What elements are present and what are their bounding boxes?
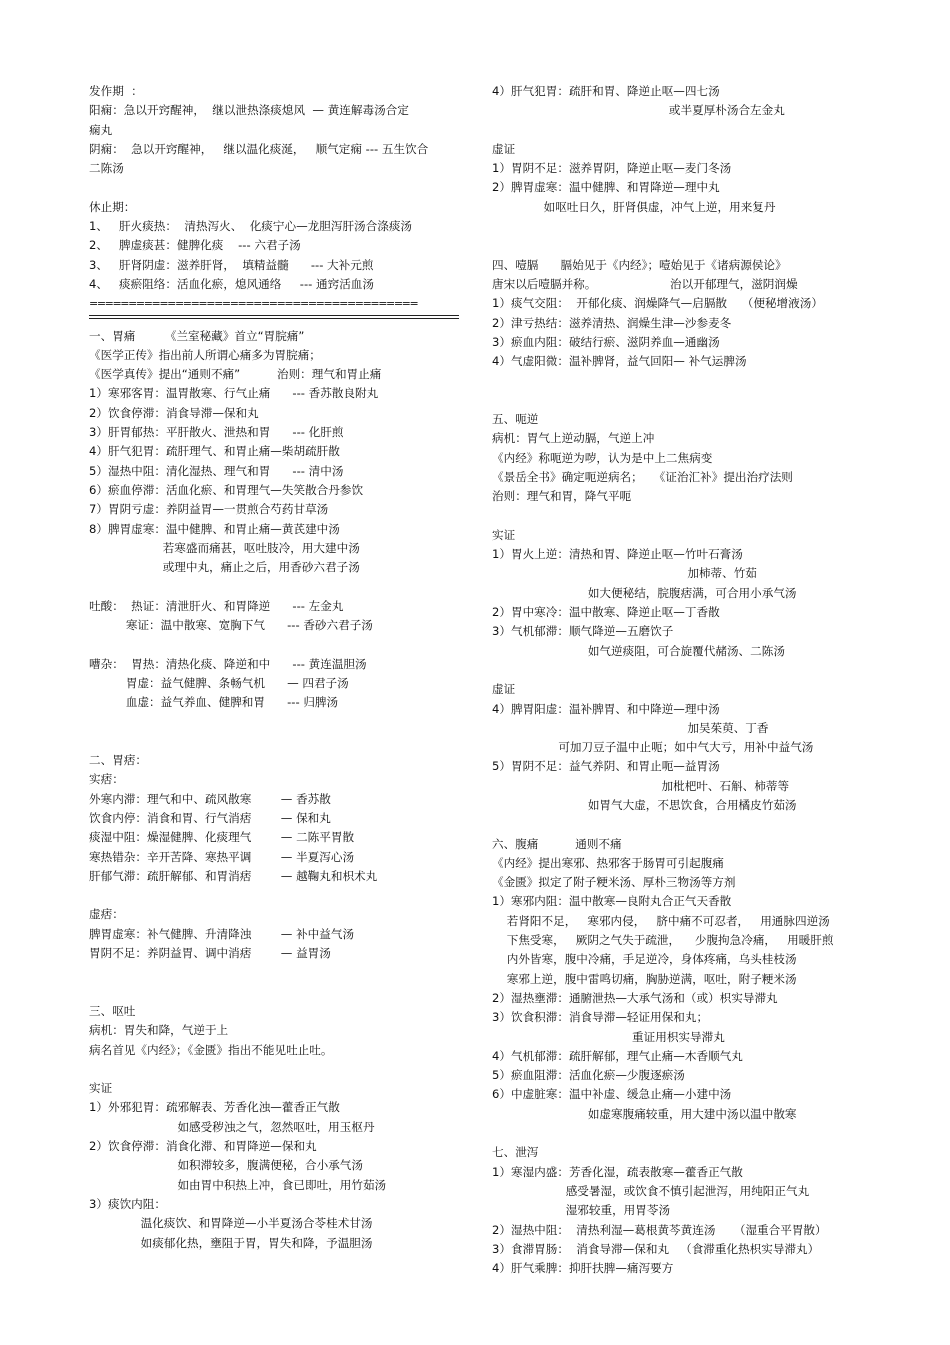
blank-line [492,371,872,390]
text-line: 1）胃火上逆：清热和胃、降逆止呕—竹叶石膏汤 [492,547,743,562]
text-line: 如积滞较多，腹满便秘，合小承气汤 [89,1158,363,1173]
text-line: 4）脾胃阳虚：温补脾胃、和中降逆—理中汤 [492,701,720,716]
double-rule-divider [89,314,461,321]
text-line: 3）瘀血内阻：破结行瘀、滋阴养血—通幽汤 [492,334,720,349]
text-line: 或理中丸，痛止之后，用香砂六君子汤 [89,560,360,575]
text-line: 肝郁气滞：疏肝解郁、和胃消痞 — 越鞠丸和枳术丸 [89,868,378,883]
blank-line [492,391,872,410]
text-line: 4）肝气犯胃：疏肝理气、和胃止痛—柴胡疏肝散 [89,444,340,459]
text-line: 二陈汤 [89,161,124,176]
text-line: 重证用枳实导滞丸 [492,1029,725,1044]
text-line: 3）痰饮内阻： [89,1196,166,1211]
text-line: 嘈杂： 胃热：清热化痰、降逆和中 --- 黄连温胆汤 [89,656,367,671]
left-column [89,82,461,1253]
blank-line [89,178,461,197]
text-line: 《内经》称呃逆为哕，认为是中上二焦病变 [492,450,713,465]
text-line: 湿邪较重，用胃苓汤 [492,1203,671,1218]
blank-line [492,507,872,526]
right-column [492,82,872,1278]
text-line: 寒证：温中散寒、宽胸下气 --- 香砂六君子汤 [89,618,373,633]
text-line: 休止期： [89,199,136,214]
text-line: 寒热错杂：辛开苦降、寒热平调 — 半夏泻心汤 [89,849,355,864]
blank-line [89,732,461,751]
text-line: 2）饮食停滞：消食化滞、和胃降逆—保和丸 [89,1139,317,1154]
text-line: 《内经》提出寒邪、热邪客于肠胃可引起腹痛 [492,855,724,870]
text-line: 病名首见《内经》；《金匮》指出不能见吐止吐。 [89,1042,333,1057]
text-line: 一、胃痛 《兰室秘藏》首立“胃脘痛” [89,328,305,343]
equals-sign-divider: ========================================== [89,297,418,311]
text-line: 4）气机郁滞：疏肝解郁，理气止痛—木香顺气丸 [492,1048,743,1063]
text-line: 吐酸： 热证：清泄肝火、和胃降逆 --- 左金丸 [89,598,344,613]
text-line: 3、 肝肾阴虚：滋养肝肾， 填精益髓 --- 大补元煎 [89,257,374,272]
text-line: 内外皆寒，腹中冷痛，手足逆冷，身体疼痛，乌头桂枝汤 [492,952,797,967]
text-line: 实证 [492,527,516,542]
text-line: 阴痫： 急以开窍醒神， 继以温化痰涎， 顺气定痫 --- 五生饮合 [89,141,429,156]
blank-line [492,121,872,140]
text-line: 7）胃阴亏虚：养阴益胃—一贯煎合芍药甘草汤 [89,502,329,517]
text-line: 如痰郁化热，壅阻于胃，胃失和降，予温胆汤 [89,1235,373,1250]
text-line: 寒邪上逆，腹中雷鸣切痛，胸胁逆满，呕吐，附子粳米汤 [492,971,797,986]
text-line: 3）食滞胃肠： 消食导滞—保和丸 （食滞重化热枳实导滞丸） [492,1241,820,1256]
text-line: 2）津亏热结：滋养清热、润燥生津—沙参麦冬 [492,315,732,330]
text-line: 胃阴不足：养阴益胃、调中消痞 — 益胃汤 [89,946,331,961]
text-line: 七、泄泻 [492,1145,539,1160]
text-line: 唐宋以后噎膈并称。 治以开郁理气，滋阴润燥 [492,276,798,291]
text-line: 病机：胃气上逆动膈，气逆上冲 [492,431,655,446]
text-line: 1）寒邪客胃：温胃散寒、行气止痛 --- 香苏散良附丸 [89,386,379,401]
blank-line [89,1060,461,1079]
text-line: 四、噎膈 膈始见于《内经》；噎始见于《诸病源侯论》 [492,257,787,272]
text-line: 如虚寒腹痛较重，用大建中汤以温中散寒 [492,1106,797,1121]
text-line: 阳痫：急以开窍醒神， 继以泄热涤痰熄风 — 黄连解毒汤合定 [89,103,409,118]
text-line: 温化痰饮、和胃降逆—小半夏汤合苓桂术甘汤 [89,1216,373,1231]
blank-line [492,1124,872,1143]
text-line: 1）胃阴不足：滋养胃阴，降逆止呕—麦门冬汤 [492,161,732,176]
text-line: 加吴茱萸、丁香 [492,720,769,735]
text-line: 如大便秘结，脘腹痞满，可合用小承气汤 [492,585,797,600]
text-line: 1）痰气交阻： 开郁化痰、润燥降气—启膈散 （便秘增液汤） [492,296,823,311]
text-line: 6）瘀血停滞：活血化瘀、和胃理气—失笑散合丹参饮 [89,482,364,497]
text-line: 血虚：益气养血、健脾和胃 --- 归脾汤 [89,695,339,710]
text-line: 4）气虚阳微：温补脾肾，益气回阳— 补气运脾汤 [492,354,747,369]
text-line: 若寒盛而痛甚，呕吐肢冷，用大建中汤 [89,540,360,555]
text-line: 胃虚：益气健脾、条畅气机 — 四君子汤 [89,675,349,690]
text-line: 六、腹痛 通则不痛 [492,836,622,851]
text-line: 2）脾胃虚寒：温中健脾、和胃降逆—理中丸 [492,180,720,195]
text-line: 8）脾胃虚寒：温中健脾、和胃止痛—黄芪建中汤 [89,521,340,536]
text-line: 加枇杷叶、石斛、柿蒂等 [492,778,790,793]
text-line: 实痞： [89,772,124,787]
text-line: 4、 痰瘀阻络：活血化瘀，熄风通络 --- 通窍活血汤 [89,276,374,291]
text-line: 如呕吐日久，肝肾俱虚，冲气上逆，用来复丹 [492,199,776,214]
text-line: 虚痞： [89,907,124,922]
text-line: 虚证 [492,141,516,156]
text-line: 5）瘀血阻滞：活血化瘀—少腹逐瘀汤 [492,1068,685,1083]
blank-line [492,217,872,236]
text-line: 2、 脾虚痰甚：健脾化痰 --- 六君子汤 [89,238,301,253]
blank-line [89,983,461,1002]
text-line: 3）肝胃郁热：平肝散火、泄热和胃 --- 化肝煎 [89,425,344,440]
text-line: 外寒内滞：理气和中、疏风散寒 — 香苏散 [89,791,331,806]
text-line: 2）饮食停滞：消食导滞—保和丸 [89,405,259,420]
text-line: 2）湿热壅滞：通腑泄热—大承气汤和（或）枳实导滞丸 [492,990,778,1005]
text-line: 或半夏厚朴汤合左金丸 [492,103,785,118]
blank-line [89,963,461,982]
text-line: 3）饮食积滞：消食导滞—轻证用保和丸； [492,1010,709,1025]
blank-line [492,661,872,680]
blank-line [492,815,872,834]
text-line: 4）肝气乘脾：抑肝扶脾—痛泻要方 [492,1261,674,1276]
text-line: 1）外邪犯胃：疏邪解表、芳香化浊—藿香正气散 [89,1100,340,1115]
text-line: 二、胃痞： [89,753,147,768]
text-line: 1）寒湿内盛：芳香化湿，疏表散寒—藿香正气散 [492,1164,743,1179]
blank-line [89,886,461,905]
text-line: 如由胃中积热上冲，食已即吐，用竹茹汤 [89,1177,387,1192]
text-line: 饮食内停：消食和胃、行气消痞 — 保和丸 [89,810,331,825]
blank-line [492,236,872,255]
text-line: 虚证 [492,682,516,697]
text-line: 治则：理气和胃，降气平呃 [492,489,632,504]
text-line: 如感受秽浊之气，忽然呕吐，用玉枢丹 [89,1119,375,1134]
text-line: 感受暑湿，或饮食不慎引起泄泻，用纯阳正气丸 [492,1183,810,1198]
text-line: 可加刀豆子温中止呃；如中气大亏，用补中益气汤 [492,740,814,755]
blank-line [89,713,461,732]
text-line: 发作期 ： [89,84,143,98]
text-line: 痫丸 [89,122,113,137]
text-line: 1）寒邪内阻：温中散寒—良附丸合正气天香散 [492,894,732,909]
text-line: 下焦受寒， 厥阴之气失于疏泄， 少腹拘急冷痛， 用暖肝煎 [492,933,834,948]
text-line: 4）肝气犯胃：疏肝和胃、降逆止呕—四七汤 [492,84,720,98]
text-line: 《金匮》拟定了附子粳米汤、厚朴三物汤等方剂 [492,875,736,890]
text-line: 3）气机郁滞：顺气降逆—五磨饮子 [492,624,674,639]
text-line: 2）湿热中阻： 清热利湿—葛根黄芩黄连汤 （湿重合平胃散） [492,1222,827,1237]
text-line: 《景岳全书》确定呃逆病名； 《证治汇补》提出治疗法则 [492,469,793,484]
text-line: 如胃气大虚，不思饮食，合用橘皮竹茹汤 [492,797,797,812]
text-line: 6）中虚脏寒：温中补虚、缓急止痛—小建中汤 [492,1087,732,1102]
text-line: 5）湿热中阻：清化湿热、理气和胃 --- 清中汤 [89,463,344,478]
text-line: 1、 肝火痰热： 清热泻火、 化痰宁心—龙胆泻肝汤合涤痰汤 [89,219,413,234]
text-line: 痰湿中阻：燥湿健脾、化痰理气 — 二陈平胃散 [89,830,355,845]
blank-line [89,635,461,654]
text-line: 加柿蒂、竹茹 [492,566,757,581]
text-line: 病机：胃失和降，气逆于上 [89,1023,229,1038]
text-line: 五、呃逆 [492,412,539,427]
text-line: 《医学正传》指出前人所谓心痛多为胃脘痛； [89,347,321,362]
blank-line [89,577,461,596]
text-line: 《医学真传》提出“通则不痛” 治则：理气和胃止痛 [89,367,382,382]
text-line: 脾胃虚寒：补气健脾、升清降浊 — 补中益气汤 [89,926,355,941]
text-line: 5）胃阴不足：益气养阴、和胃止呃—益胃汤 [492,759,720,774]
text-line: 三、呕吐 [89,1003,136,1018]
text-line: 若肾阳不足， 寒邪内侵， 脐中痛不可忍者， 用通脉四逆汤 [492,913,830,928]
text-line: 如气逆痰阻，可合旋覆代赭汤、二陈汤 [492,643,785,658]
text-line: 实证 [89,1081,113,1096]
text-line: 2）胃中寒冷：温中散寒、降逆止呕—丁香散 [492,605,720,620]
